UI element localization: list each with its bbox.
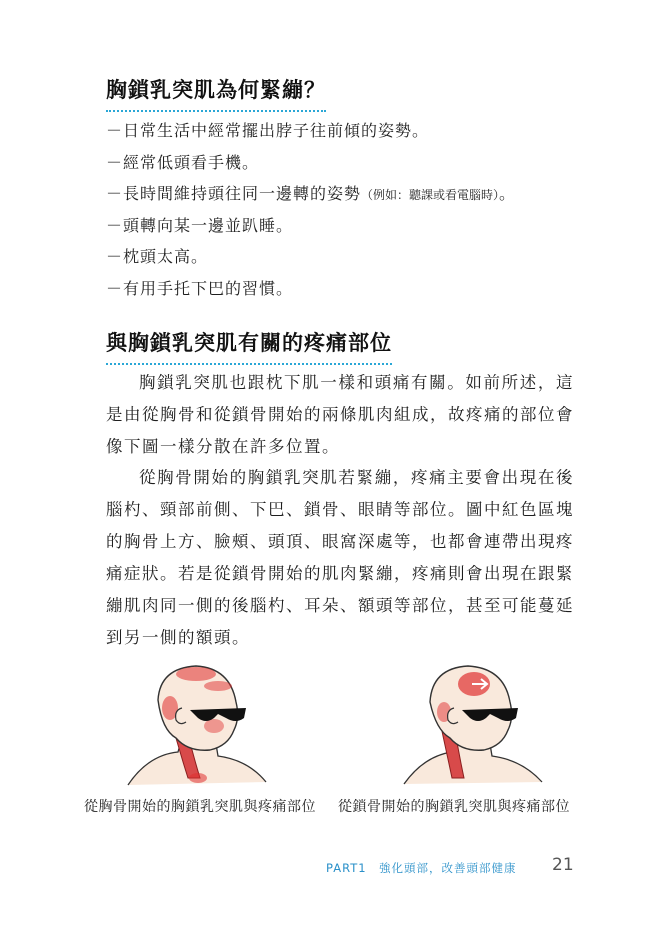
body-paragraph: 從胸骨開始的胸鎖乳突肌若緊繃，疼痛主要會出現在後腦杓、頸部前側、下巴、鎖骨、眼睛等部位。圖中紅色區塊的胸骨上方、臉頰、頭頂、眼窩深處等，也都會連帶出現疼痛症狀。若是從鎖骨開始的肌肉緊繃，疼痛則會出現在跟緊繃肌肉同一側的後腦杓、耳朵、額頭等部位，甚至可能蔓延到另一側的額頭。 xyxy=(106,468,574,647)
list-item-end: 。 xyxy=(499,184,517,203)
section-heading-why-tight: 胸鎖乳突肌為何緊繃？ xyxy=(106,74,326,112)
list-item-note: （例如：聽課或看電腦時） xyxy=(361,188,500,202)
sternal-head-pain-illustration xyxy=(118,660,268,794)
figure-caption-clavicular: 從鎖骨開始的胸鎖乳突肌與疼痛部位 xyxy=(338,799,570,815)
footer-part-title: PART1 強化頭部，改善頭部健康 xyxy=(326,861,517,875)
body-paragraph: 胸鎖乳突肌也跟枕下肌一樣和頭痛有關。如前所述，這是由從胸骨和從鎖骨開始的兩條肌肉組成，故疼痛的部位會像下圖一樣分散在許多位置。 xyxy=(106,373,574,456)
list-item: －日常生活中經常擺出脖子往前傾的姿勢。 xyxy=(106,121,430,140)
clavicular-head-pain-illustration xyxy=(396,660,546,794)
figure-caption-sternal: 從胸骨開始的胸鎖乳突肌與疼痛部位 xyxy=(84,799,316,815)
list-item: －有用手托下巴的習慣。 xyxy=(106,278,294,298)
list-item xyxy=(106,178,516,210)
list-item-text: －長時間維持頭往同一邊轉的姿勢 xyxy=(106,184,362,203)
list-item: －頭轉向某一邊並趴睡。 xyxy=(106,215,294,235)
section-heading-pain-areas: 與胸鎖乳突肌有關的疼痛部位 xyxy=(106,327,392,365)
list-item: －經常低頭看手機。 xyxy=(106,152,260,172)
page-number: 21 xyxy=(552,855,574,875)
cause-list xyxy=(106,115,516,304)
list-item: －枕頭太高。 xyxy=(106,247,209,266)
